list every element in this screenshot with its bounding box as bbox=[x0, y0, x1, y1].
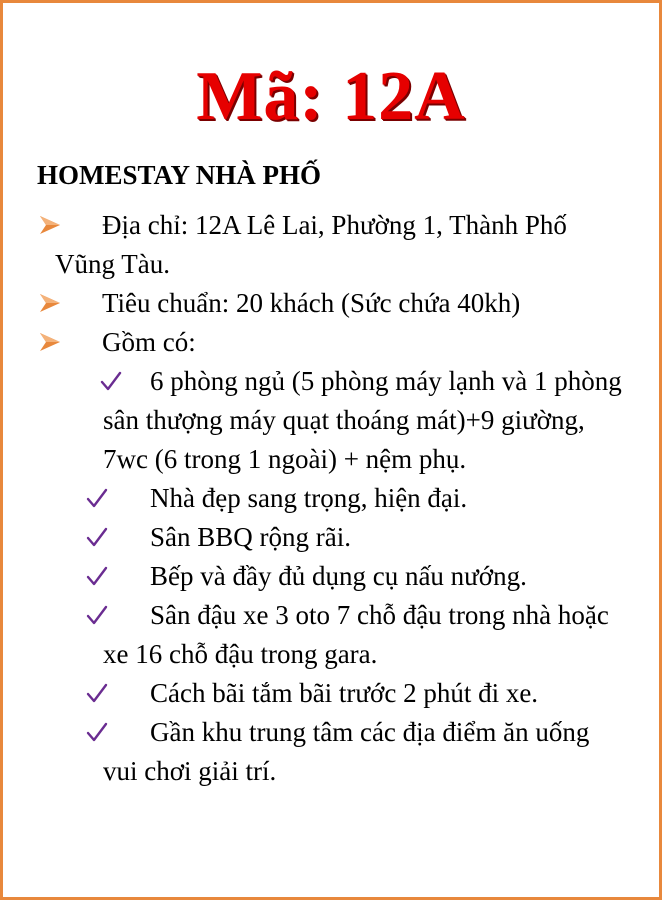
checkmark-icon bbox=[86, 565, 108, 587]
includes-text: Gồm có: bbox=[102, 327, 196, 357]
feature-item-entertainment bbox=[0, 713, 662, 791]
feature-item-beach bbox=[0, 674, 662, 713]
arrow-bullet-icon bbox=[38, 214, 62, 236]
capacity-item bbox=[0, 284, 662, 323]
address-text: Địa chỉ: 12A Lê Lai, Phường 1, Thành Phố Vũng Tàu. bbox=[55, 210, 567, 279]
feature-item-parking bbox=[0, 596, 662, 674]
feature-item-bedrooms bbox=[0, 362, 662, 479]
checkmark-icon bbox=[100, 370, 122, 392]
feature-text: Nhà đẹp sang trọng, hiện đại. bbox=[150, 483, 468, 513]
checkmark-icon bbox=[86, 604, 108, 626]
checkmark-icon bbox=[86, 487, 108, 509]
feature-text: 6 phòng ngủ (5 phòng máy lạnh và 1 phòng sân thượng máy quạt thoáng mát)+9 giường, 7wc (6 trong 1 ngoài) + nệm phụ. bbox=[103, 366, 622, 474]
feature-item-kitchen bbox=[0, 557, 662, 596]
capacity-text: Tiêu chuẩn: 20 khách (Sức chứa 40kh) bbox=[102, 288, 521, 318]
feature-text: Cách bãi tắm bãi trước 2 phút đi xe. bbox=[150, 678, 539, 708]
checkmark-icon bbox=[86, 721, 108, 743]
feature-text: Sân BBQ rộng rãi. bbox=[150, 522, 351, 552]
feature-text: Sân đậu xe 3 oto 7 chỗ đậu trong nhà hoặc xe 16 chỗ đậu trong gara. bbox=[103, 600, 609, 669]
feature-text: Bếp và đầy đủ dụng cụ nấu nướng. bbox=[150, 561, 527, 591]
feature-item-design bbox=[0, 479, 662, 518]
checkmark-icon bbox=[86, 526, 108, 548]
checkmark-icon bbox=[86, 682, 108, 704]
feature-item-bbq bbox=[0, 518, 662, 557]
address-item bbox=[0, 206, 662, 284]
arrow-bullet-icon bbox=[38, 331, 62, 353]
listing-code-title: Mã: 12A bbox=[196, 58, 466, 135]
homestay-heading: HOMESTAY NHÀ PHỐ bbox=[37, 160, 322, 190]
arrow-bullet-icon bbox=[38, 292, 62, 314]
listing-details bbox=[0, 206, 662, 791]
includes-item bbox=[0, 323, 662, 362]
feature-text: Gần khu trung tâm các địa điểm ăn uống vui chơi giải trí. bbox=[103, 717, 590, 786]
